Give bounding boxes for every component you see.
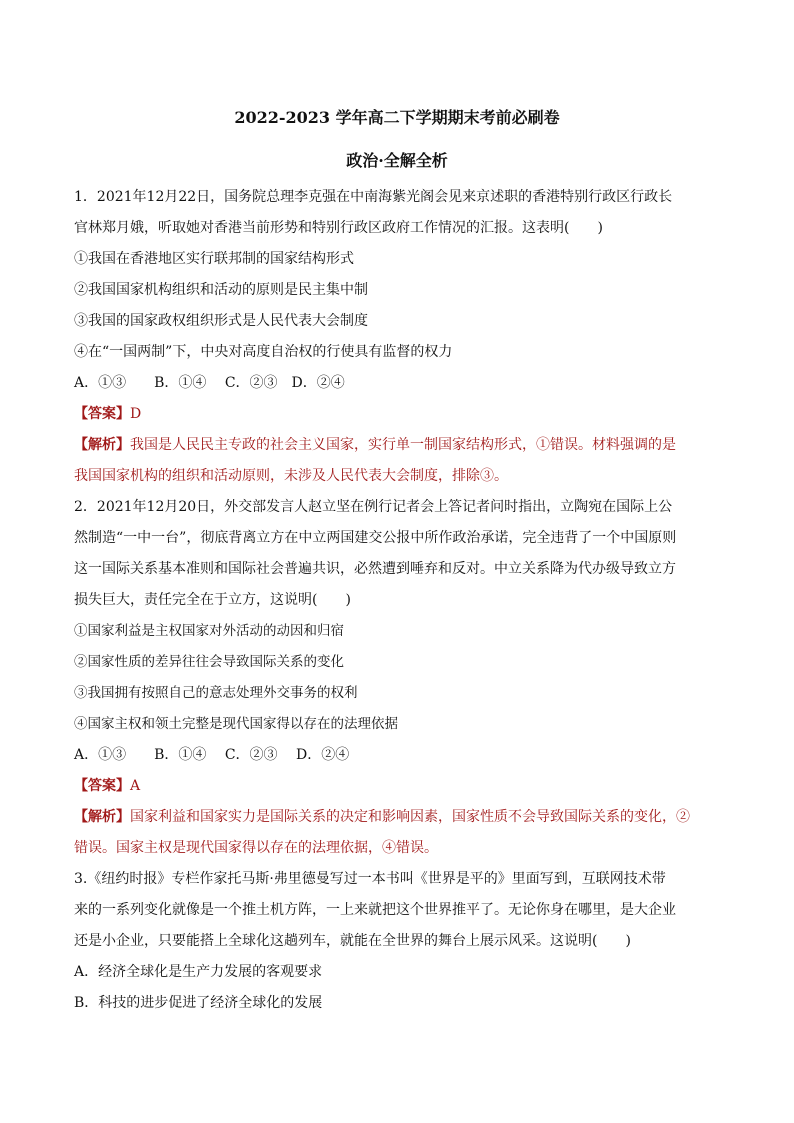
q1-answer [74, 399, 724, 430]
page-title: 2022-2023 学年高二下学期期末考前必刷卷 [234, 108, 560, 127]
analysis-text: 我国是人民民主专政的社会主义国家，实行单一制国家结构形式，①错误。材料强调的是 [130, 437, 676, 453]
q1-stem-line: 1．2021年12月22日，国务院总理李克强在中南海紫光阁会见来京述职的香港特别行政区行政长 [74, 189, 673, 205]
q3-stem-line: 3.《纽约时报》专栏作家托马斯·弗里德曼写过一本书叫《世界是平的》里面写到，互联网技术带 [74, 871, 666, 887]
q2-option: ②国家性质的差异往往会导致国际关系的变化 [74, 654, 344, 670]
analysis-label: 【解析】 [74, 809, 130, 825]
answer-value: A [130, 778, 141, 794]
q2-answer [74, 771, 724, 802]
q2-option: ①国家利益是主权国家对外活动的动因和归宿 [74, 623, 344, 639]
q1-option: ①我国在香港地区实行联邦制的国家结构形式 [74, 251, 354, 267]
q2-stem-line: 损失巨大，责任完全在于立方，这说明( ) [74, 592, 351, 608]
answer-label: 【答案】 [74, 778, 130, 794]
q1-choices: A．①③ B．①④ C．②③ D．②④ [74, 375, 345, 391]
q2-stem-line: 这一国际关系基本准则和国际社会普遍共识，必然遭到唾弃和反对。中立关系降为代办级导致立方 [74, 561, 676, 577]
analysis-label: 【解析】 [74, 437, 130, 453]
q2-choices: A．①③ B．①④ C．②③ D．②④ [74, 747, 350, 763]
q3-stem-line: 来的一系列变化就像是一个推土机方阵，一上来就把这个世界推平了。无论你身在哪里，是大企业 [74, 902, 676, 918]
q2-analysis [74, 802, 724, 833]
q2-stem-line: 2．2021年12月20日，外交部发言人赵立坚在例行记者会上答记者问时指出，立陶宛在国际上公 [74, 499, 673, 515]
q2-option: ③我国拥有按照自己的意志处理外交事务的权利 [74, 685, 358, 701]
q3-option: B．科技的进步促进了经济全球化的发展 [74, 995, 323, 1011]
q2-option: ④国家主权和领土完整是现代国家得以存在的法理依据 [74, 716, 398, 732]
q1-option: ④在“一国两制”下，中央对高度自治权的行使具有监督的权力 [74, 344, 453, 360]
q1-analysis [74, 430, 724, 461]
page-subtitle: 政治·全解全析 [346, 151, 448, 170]
q3-option: A．经济全球化是生产力发展的客观要求 [74, 964, 323, 980]
q2-analysis-line: 错误。国家主权是现代国家得以存在的法理依据，④错误。 [74, 840, 438, 856]
analysis-text: 国家利益和国家实力是国际关系的决定和影响因素，国家性质不会导致国际关系的变化，② [130, 809, 690, 825]
q3-stem-line: 还是小企业，只要能搭上全球化这趟列车，就能在全世界的舞台上展示风采。这说明( ) [74, 933, 631, 949]
q1-option: ③我国的国家政权组织形式是人民代表大会制度 [74, 313, 368, 329]
q1-stem-line: 官林郑月娥，听取她对香港当前形势和特别行政区政府工作情况的汇报。这表明( ) [74, 220, 603, 236]
document-body [74, 182, 724, 1019]
answer-value: D [130, 406, 142, 422]
q1-option: ②我国国家机构组织和活动的原则是民主集中制 [74, 282, 368, 298]
answer-label: 【答案】 [74, 406, 130, 422]
q1-analysis-line: 我国国家机构的组织和活动原则，未涉及人民代表大会制度，排除③。 [74, 468, 508, 484]
q2-stem-line: 然制造“一中一台”，彻底背离立方在中立两国建交公报中所作政治承诺，完全违背了一个中国原则 [74, 530, 677, 546]
